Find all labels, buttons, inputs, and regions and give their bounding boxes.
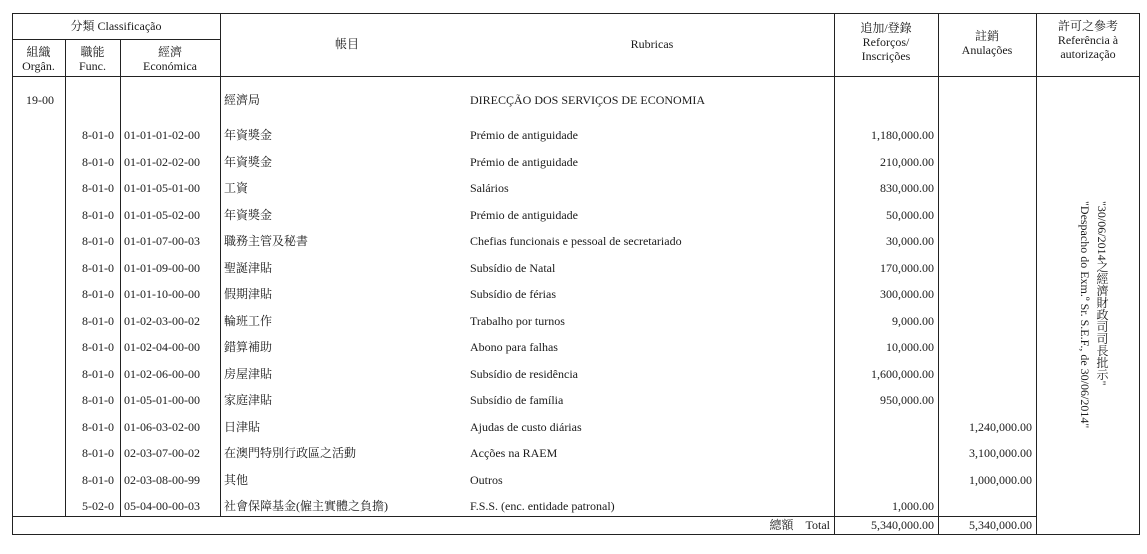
- total-label: 總額 Total: [769, 518, 830, 532]
- row-reforco: 210,000.00: [880, 154, 934, 169]
- row-econ: 05-04-00-00-03: [124, 499, 200, 513]
- row-econ: 01-02-03-00-02: [124, 313, 200, 328]
- row-func: 8-01-0: [82, 446, 114, 460]
- header-anulacoes-cn: 註銷: [974, 29, 999, 43]
- row-label-pt: Subsídio de férias: [470, 287, 556, 301]
- row-econ: 01-01-01-02-00: [124, 128, 200, 142]
- header-reforcos: [834, 21, 938, 63]
- row-label-cn: 社會保障基金(僱主實體之負擔): [224, 499, 388, 513]
- row-label-pt: Chefias funcionais e pessoal de secretariado: [470, 234, 682, 248]
- row-func: 8-01-0: [82, 207, 114, 222]
- row-label-cn: 房屋津貼: [224, 366, 273, 381]
- row-reforco: 170,000.00: [880, 260, 934, 275]
- row-func: 8-01-0: [82, 340, 114, 354]
- row-func: 5-02-0: [82, 499, 114, 513]
- row-func: 8-01-0: [82, 154, 114, 169]
- row-label-cn: 年資獎金: [224, 207, 273, 222]
- row-label-cn: 家庭津貼: [224, 393, 273, 407]
- row-econ: 01-02-06-00-00: [124, 366, 200, 381]
- row-label-pt: Subsídio de Natal: [470, 260, 556, 275]
- row-label-cn: 工資: [224, 181, 249, 195]
- row-label-pt: Subsídio de residência: [470, 366, 578, 381]
- row-label-pt: Subsídio de família: [470, 393, 564, 407]
- row-label-cn: 職務主管及秘書: [224, 234, 309, 248]
- row-label-pt: Prémio de antiguidade: [470, 128, 578, 142]
- row-label-cn: 聖誕津貼: [224, 260, 273, 275]
- row-label-pt: Prémio de antiguidade: [470, 154, 578, 169]
- header-referencia-pt2: autorização: [1060, 47, 1116, 61]
- header-rubrica-cn: 帳目: [334, 37, 359, 51]
- row-econ: 01-01-02-02-00: [124, 154, 200, 169]
- row-label-cn: 其他: [224, 472, 249, 487]
- header-func-cn: 職能: [80, 45, 105, 59]
- row-anulacao: 1,000,000.00: [969, 472, 1032, 487]
- authorization-line-cn: "30/06/2014之經濟財政司司長批示": [1095, 201, 1109, 386]
- header-referencia-pt1: Referência à: [1057, 33, 1119, 47]
- row-label-cn: 在澳門特別行政區之活動: [224, 446, 357, 460]
- row-econ: 01-02-04-00-00: [124, 340, 200, 354]
- header-econ-pt: Económica: [143, 59, 197, 73]
- row-label-cn: 假期津貼: [224, 287, 273, 301]
- row-reforco: 9,000.00: [892, 313, 934, 328]
- row-reforco: 830,000.00: [880, 181, 934, 195]
- header-referencia-cn: 許可之參考: [1057, 19, 1118, 33]
- header-func-pt: Func.: [79, 59, 106, 73]
- organ-code: 19-00: [26, 93, 54, 107]
- authorization-line-pt: "Despacho do Exm.º Sr. S.E.F., de 30/06/2014": [1078, 201, 1092, 429]
- row-anulacao: 1,240,000.00: [969, 419, 1032, 434]
- header-econ: [120, 45, 220, 73]
- row-reforco: 50,000.00: [886, 207, 934, 222]
- row-econ: 01-05-01-00-00: [124, 393, 200, 407]
- authorization-note: [1076, 201, 1110, 461]
- header-econ-cn: 經濟: [157, 45, 182, 59]
- row-label-pt: Ajudas de custo diárias: [470, 419, 582, 434]
- header-rubrica-pt: Rubricas: [630, 37, 674, 51]
- row-func: 8-01-0: [82, 181, 114, 195]
- row-label-pt: Salários: [470, 181, 509, 195]
- row-func: 8-01-0: [82, 419, 114, 434]
- row-econ: 01-01-05-01-00: [124, 181, 200, 195]
- row-econ: 01-01-05-02-00: [124, 207, 200, 222]
- header-anulacoes: [938, 29, 1036, 57]
- row-label-pt: Acções na RAEM: [470, 446, 558, 460]
- row-label-cn: 年資獎金: [224, 128, 273, 142]
- header-func: [65, 45, 120, 73]
- total-reforco: 5,340,000.00: [871, 518, 934, 532]
- row-func: 8-01-0: [82, 234, 114, 248]
- row-func: 8-01-0: [82, 128, 114, 142]
- row-label-pt: Trabalho por turnos: [470, 313, 565, 328]
- total-anulacao: 5,340,000.00: [969, 518, 1032, 532]
- row-label-cn: 日津貼: [224, 419, 261, 434]
- header-referencia: [1036, 19, 1140, 61]
- row-label-pt: F.S.S. (enc. entidade patronal): [470, 499, 615, 513]
- organ-name-cn: 經濟局: [224, 93, 261, 107]
- row-label-cn: 輪班工作: [224, 313, 273, 328]
- row-func: 8-01-0: [82, 287, 114, 301]
- row-reforco: 1,180,000.00: [871, 128, 934, 142]
- budget-table: [12, 13, 1140, 535]
- row-reforco: 1,000.00: [892, 499, 934, 513]
- header-organ-pt: Orgân.: [22, 59, 55, 73]
- header-classificacao: 分類 Classificação: [70, 19, 162, 33]
- row-reforco: 300,000.00: [880, 287, 934, 301]
- row-func: 8-01-0: [82, 472, 114, 487]
- row-reforco: 950,000.00: [880, 393, 934, 407]
- row-func: 8-01-0: [82, 366, 114, 381]
- row-label-pt: Prémio de antiguidade: [470, 207, 578, 222]
- row-label-cn: 年資獎金: [224, 154, 273, 169]
- row-econ: 01-01-07-00-03: [124, 234, 200, 248]
- row-label-pt: Outros: [470, 472, 503, 487]
- header-organ-cn: 組織: [26, 45, 51, 59]
- row-econ: 02-03-07-00-02: [124, 446, 200, 460]
- row-reforco: 30,000.00: [886, 234, 934, 248]
- row-econ: 01-06-03-02-00: [124, 419, 200, 434]
- row-econ: 02-03-08-00-99: [124, 472, 200, 487]
- row-reforco: 1,600,000.00: [871, 366, 934, 381]
- row-func: 8-01-0: [82, 393, 114, 407]
- row-anulacao: 3,100,000.00: [969, 446, 1032, 460]
- row-reforco: 10,000.00: [886, 340, 934, 354]
- row-econ: 01-01-09-00-00: [124, 260, 200, 275]
- header-organ: [12, 45, 65, 73]
- organ-name-pt: DIRECÇÃO DOS SERVIÇOS DE ECONOMIA: [470, 93, 706, 107]
- header-anulacoes-pt: Anulações: [961, 43, 1013, 57]
- header-reforcos-cn: 追加/登錄: [860, 21, 912, 35]
- row-label-cn: 錯算補助: [224, 340, 273, 354]
- row-func: 8-01-0: [82, 260, 114, 275]
- row-econ: 01-01-10-00-00: [124, 287, 200, 301]
- header-reforcos-pt1: Reforços/: [862, 35, 910, 49]
- row-func: 8-01-0: [82, 313, 114, 328]
- row-label-pt: Abono para falhas: [470, 340, 558, 354]
- header-reforcos-pt2: Inscrições: [861, 49, 911, 63]
